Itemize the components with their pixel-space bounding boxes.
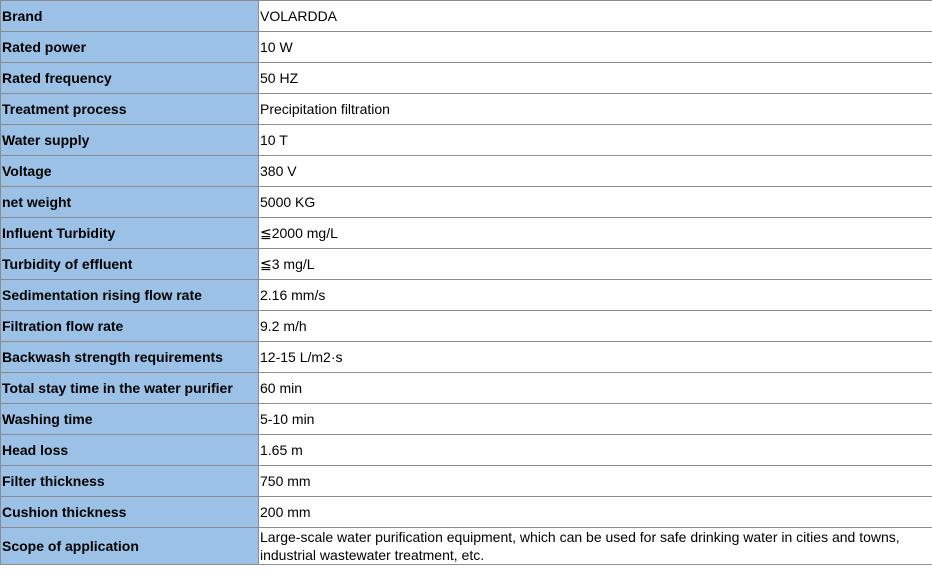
spec-value: 10 T <box>259 125 932 156</box>
spec-value: 380 V <box>259 156 932 187</box>
spec-value: 200 mm <box>259 497 932 528</box>
spec-value: 750 mm <box>259 466 932 497</box>
spec-label: Voltage <box>1 156 259 187</box>
spec-value: 2.16 mm/s <box>259 280 932 311</box>
spec-label: net weight <box>1 187 259 218</box>
spec-label: Sedimentation rising flow rate <box>1 280 259 311</box>
spec-row-rated-frequency <box>1 63 932 94</box>
spec-label: Influent Turbidity <box>1 218 259 249</box>
spec-row-net-weight <box>1 187 932 218</box>
spec-row-head-loss <box>1 435 932 466</box>
spec-row-treatment-process <box>1 94 932 125</box>
spec-value: VOLARDDA <box>259 1 932 32</box>
spec-row-washing-time <box>1 404 932 435</box>
spec-label: Cushion thickness <box>1 497 259 528</box>
spec-row-brand <box>1 1 932 32</box>
spec-value: 10 W <box>259 32 932 63</box>
spec-row-influent-turbidity <box>1 218 932 249</box>
spec-label: Rated frequency <box>1 63 259 94</box>
spec-value: 50 HZ <box>259 63 932 94</box>
spec-label: Total stay time in the water purifier <box>1 373 259 404</box>
spec-label: Washing time <box>1 404 259 435</box>
spec-value: Large-scale water purification equipment, which can be used for safe drinking water in cities and towns, industrial wastewater treatment, etc. <box>259 528 932 565</box>
spec-value: ≦2000 mg/L <box>259 218 932 249</box>
spec-value: 12-15 L/m2·s <box>259 342 932 373</box>
spec-label: Treatment process <box>1 94 259 125</box>
spec-label: Filter thickness <box>1 466 259 497</box>
spec-row-water-supply <box>1 125 932 156</box>
spec-row-sedimentation-rising-flow-rate <box>1 280 932 311</box>
spec-label: Water supply <box>1 125 259 156</box>
spec-label: Turbidity of effluent <box>1 249 259 280</box>
spec-row-voltage <box>1 156 932 187</box>
spec-label: Filtration flow rate <box>1 311 259 342</box>
spec-label: Brand <box>1 1 259 32</box>
spec-row-cushion-thickness <box>1 497 932 528</box>
spec-value: 9.2 m/h <box>259 311 932 342</box>
spec-row-backwash-strength <box>1 342 932 373</box>
spec-label: Scope of application <box>1 528 259 565</box>
spec-row-filtration-flow-rate <box>1 311 932 342</box>
spec-row-effluent-turbidity <box>1 249 932 280</box>
spec-row-filter-thickness <box>1 466 932 497</box>
spec-value: 60 min <box>259 373 932 404</box>
spec-value: ≦3 mg/L <box>259 249 932 280</box>
spec-label: Rated power <box>1 32 259 63</box>
spec-value: 5000 KG <box>259 187 932 218</box>
spec-label: Backwash strength requirements <box>1 342 259 373</box>
spec-label: Head loss <box>1 435 259 466</box>
spec-row-rated-power <box>1 32 932 63</box>
spec-row-scope-of-application <box>1 528 932 565</box>
spec-row-total-stay-time <box>1 373 932 404</box>
spec-value: Precipitation filtration <box>259 94 932 125</box>
spec-value: 5-10 min <box>259 404 932 435</box>
spec-value: 1.65 m <box>259 435 932 466</box>
